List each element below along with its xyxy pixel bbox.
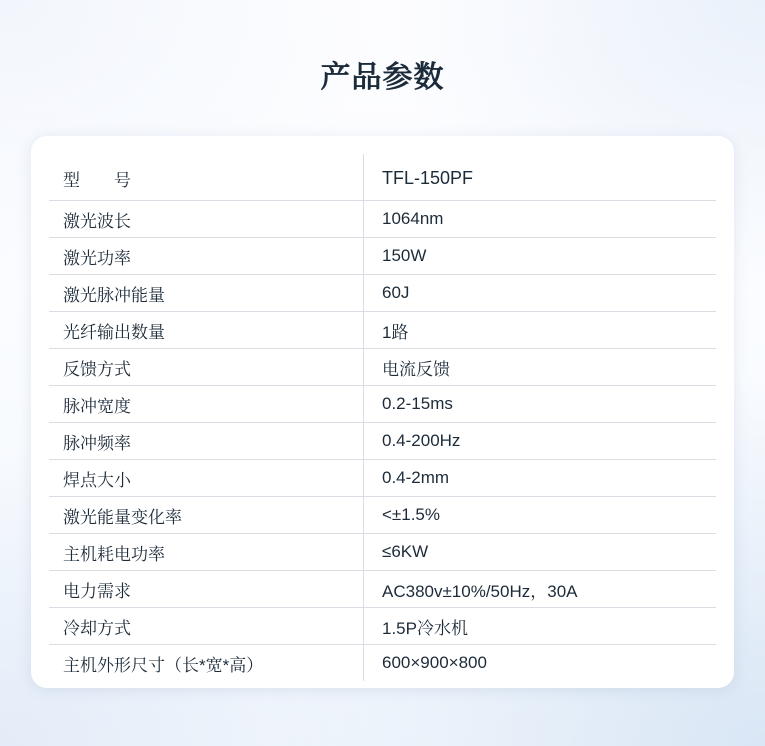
table-row [49,423,716,460]
table-row [49,154,716,201]
spec-label: 反馈方式 [49,349,364,386]
spec-label: 脉冲宽度 [49,386,364,423]
table-row [49,645,716,682]
spec-value: 1路 [364,312,717,349]
spec-label: 冷却方式 [49,608,364,645]
spec-value: 1.5P冷水机 [364,608,717,645]
spec-label: 电力需求 [49,571,364,608]
spec-value: 0.4-200Hz [364,423,717,460]
spec-value: 电流反馈 [364,349,717,386]
spec-label: 型 号 [49,154,364,201]
spec-label: 主机外形尺寸（长*宽*高） [49,645,364,682]
page-title: 产品参数 [320,61,445,94]
spec-value: 150W [364,238,717,275]
table-row [49,460,716,497]
spec-table [49,154,716,681]
spec-value: ≤6KW [364,534,717,571]
table-row [49,386,716,423]
table-row [49,497,716,534]
table-row [49,201,716,238]
table-row [49,238,716,275]
spec-value: 1064nm [364,201,717,238]
spec-label: 激光脉冲能量 [49,275,364,312]
spec-card [31,136,734,688]
spec-value: 0.2-15ms [364,386,717,423]
spec-label: 主机耗电功率 [49,534,364,571]
spec-value: AC380v±10%/50Hz，30A [364,571,717,608]
spec-value: 600×900×800 [382,653,487,672]
table-row [49,608,716,645]
table-row [49,534,716,571]
table-row [49,571,716,608]
spec-label: 激光波长 [49,201,364,238]
spec-value: TFL-150PF [364,154,717,201]
spec-label: 激光能量变化率 [49,497,364,534]
table-row [49,349,716,386]
table-row [49,312,716,349]
spec-label: 激光功率 [49,238,364,275]
spec-value: 60J [364,275,717,312]
table-row [49,275,716,312]
spec-label: 焊点大小 [49,460,364,497]
spec-label: 脉冲频率 [49,423,364,460]
spec-value: 0.4-2mm [364,460,717,497]
spec-label: 光纤输出数量 [49,312,364,349]
spec-value: <±1.5% [364,497,717,534]
